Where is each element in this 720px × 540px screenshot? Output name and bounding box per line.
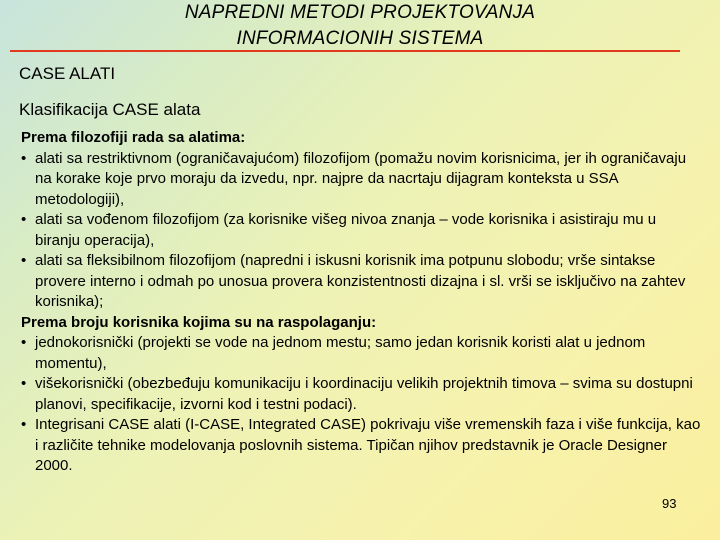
bullet-icon: • xyxy=(21,375,27,392)
slide-body xyxy=(21,128,701,477)
bullet-icon: • xyxy=(21,416,27,433)
page-number: 93 xyxy=(662,496,677,511)
list-item: • višekorisnički (obezbeđuju komunikaciju i koordinaciju velikih projektnih timova – svima su dostupni planovi, specifikacije, izvorni kod i testni podaci). xyxy=(21,375,693,413)
bullet-icon: • xyxy=(21,211,27,228)
list-item: • jednokorisnički (projekti se vode na jednom mestu; samo jedan korisnik koristi alat u jednom momentu), xyxy=(21,334,646,372)
list-item: • alati sa fleksibilnom filozofijom (napredni i iskusni korisnik ima potpunu slobodu; vrše sintakse provere interno i odmah po unosua provera konzistentnosti dizajna i sl. vrši se isključivo na zahtev korisnika); xyxy=(21,252,686,310)
list-item: • alati sa restriktivnom (ograničavajućom) filozofijom (pomažu novim korisnicima, jer ih ograničavaju na korake koje prvo moraju da izvedu, npr. najpre da nacrtaju dijagram konteksta u SSA metodologiji), xyxy=(21,149,687,208)
section-title: Klasifikacija CASE alata xyxy=(19,100,201,119)
slide-title xyxy=(0,0,720,52)
slide-title-line1: NAPREDNI METODI PROJEKTOVANJA xyxy=(184,2,536,23)
group-heading-users: Prema broju korisnika kojima su na raspolaganju: xyxy=(21,313,377,331)
list-item: • alati sa vođenom filozofijom (za korisnike višeg nivoa znanja – vode korisnika i asistiraju mu u biranju operacija), xyxy=(21,211,657,249)
slide-title-line2: INFORMACIONIH SISTEMA xyxy=(236,28,484,49)
group-heading-philosophy: Prema filozofiji rada sa alatima: xyxy=(21,129,246,146)
list-item: • Integrisani CASE alati (I-CASE, Integrated CASE) pokrivaju više vremenskih faza i više funkcija, kao i različite tehnike modelovanja poslovnih sistema. Tipičan njihov predstavnik je Oracle Designer 2000. xyxy=(21,416,701,474)
bullet-icon: • xyxy=(21,252,27,269)
title-underline xyxy=(10,50,680,52)
slide-subtitle: CASE ALATI xyxy=(19,64,116,83)
bullet-icon: • xyxy=(21,149,27,167)
bullet-icon: • xyxy=(21,334,27,351)
